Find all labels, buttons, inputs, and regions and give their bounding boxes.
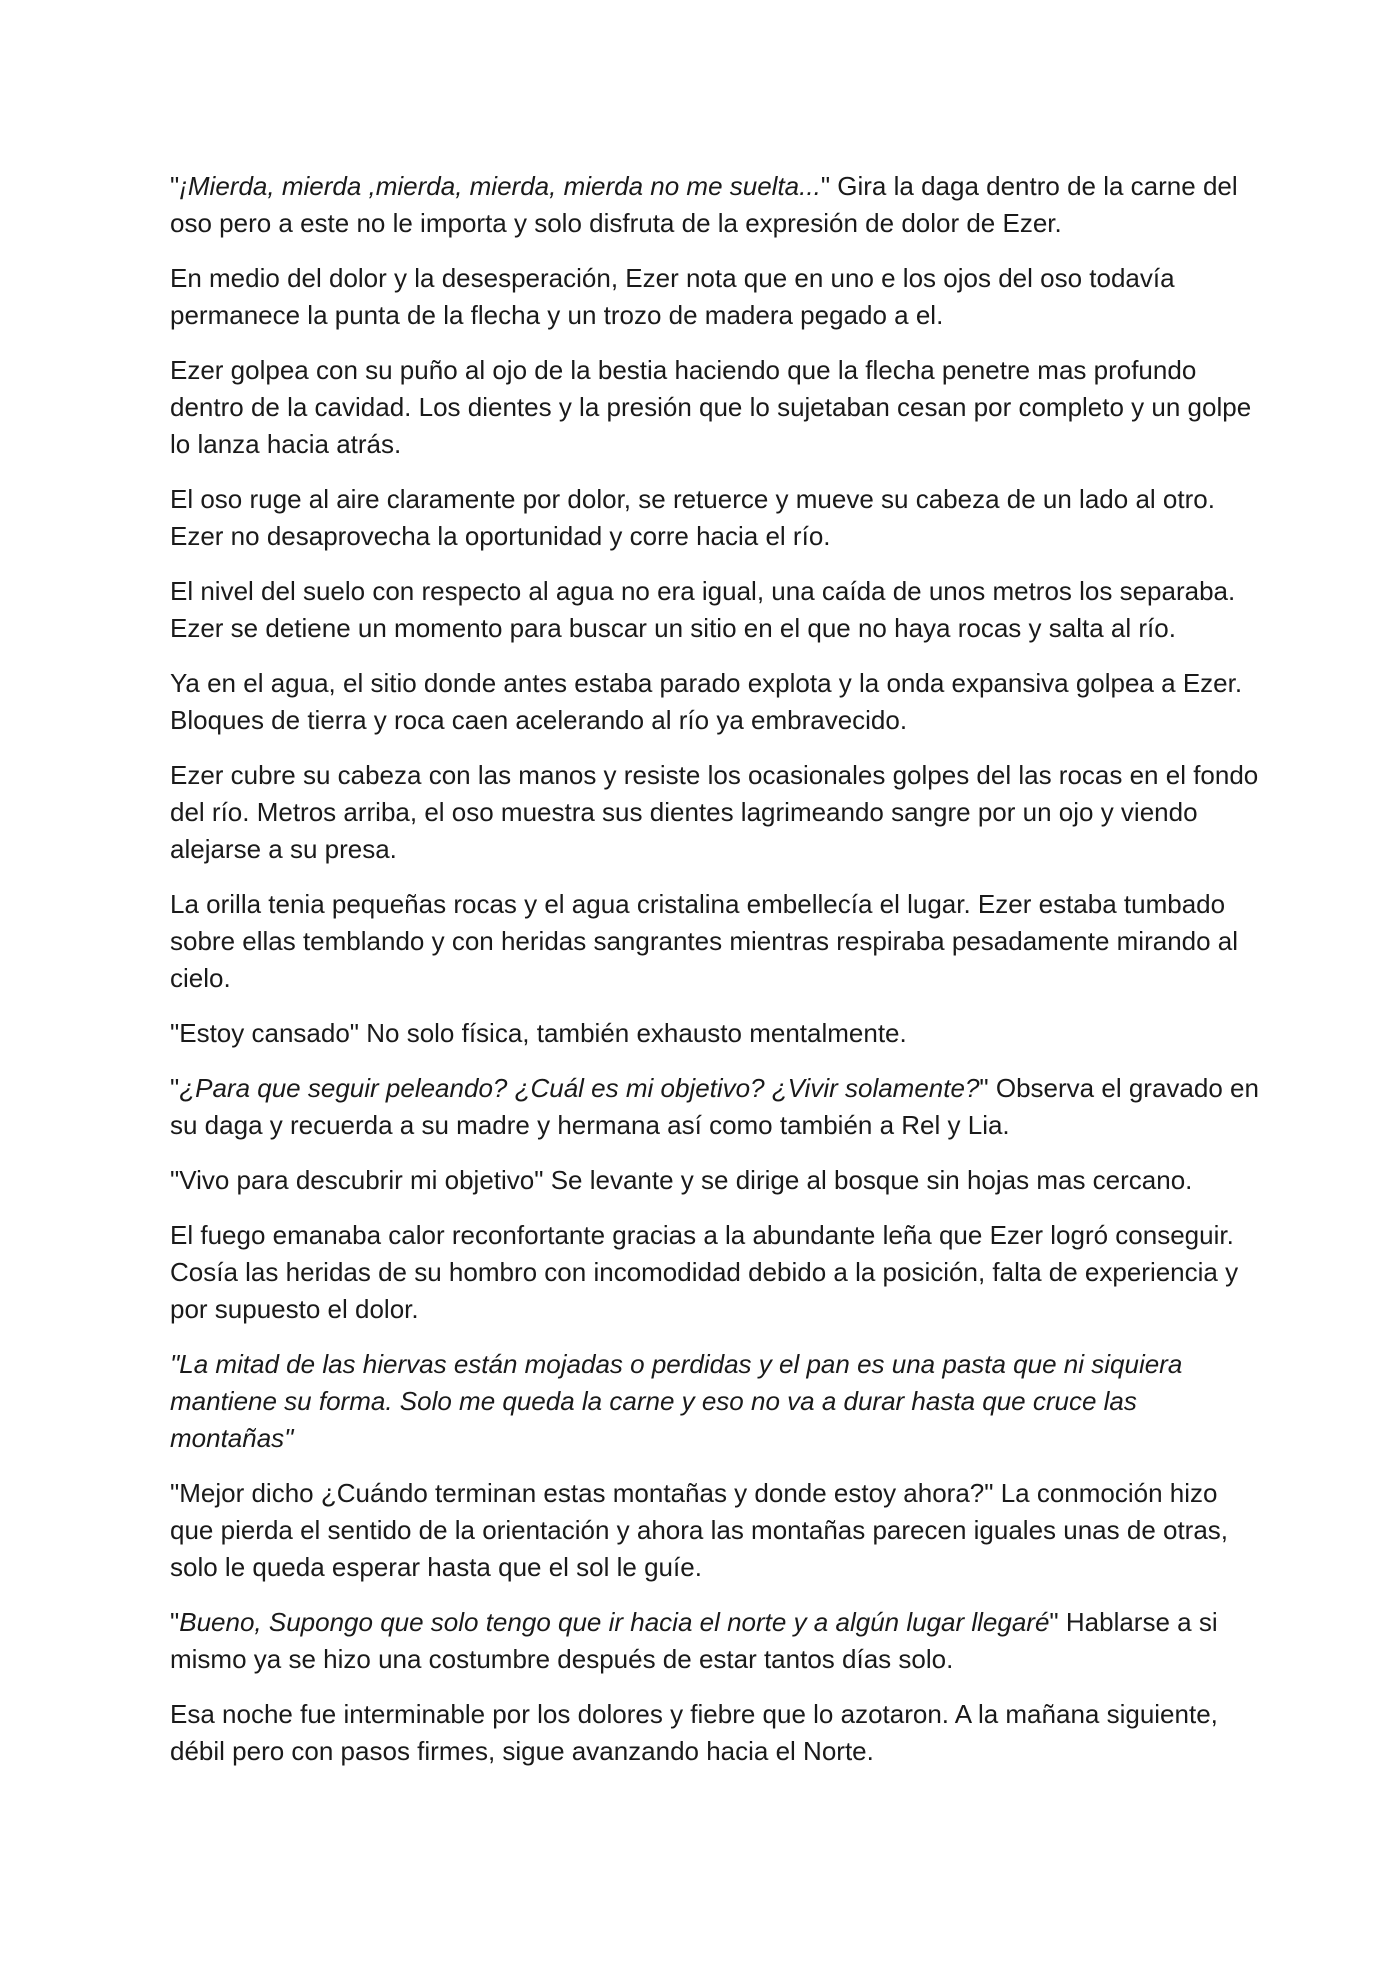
italic-text: ¡Mierda, mierda ,mierda, mierda, mierda no me suelta... <box>179 171 821 201</box>
paragraph <box>170 1346 1260 1457</box>
text-run: "Mejor dicho ¿Cuándo terminan estas montañas y donde estoy ahora?" La conmoción hizo que pierda el sentido de la orientación y ahora las montañas parecen iguales unas de otras, solo le queda esperar hasta que el sol le guíe. <box>170 1478 1229 1582</box>
paragraph <box>170 1015 1260 1052</box>
italic-text: Bueno, Supongo que solo tengo que ir hacia el norte y a algún lugar llegaré <box>179 1607 1050 1637</box>
text-run: Ya en el agua, el sitio donde antes estaba parado explota y la onda expansiva golpea a Ezer. Bloques de tierra y roca caen acelerando al río ya embravecido. <box>170 668 1243 735</box>
text-run: Ezer cubre su cabeza con las manos y resiste los ocasionales golpes del las rocas en el fondo del río. Metros arriba, el oso muestra sus dientes lagrimeando sangre por un ojo y viendo alejarse a su presa. <box>170 760 1259 864</box>
paragraph <box>170 1070 1260 1144</box>
text-run: La orilla tenia pequeñas rocas y el agua cristalina embellecía el lugar. Ezer estaba tumbado sobre ellas temblando y con heridas sangrantes mientras respiraba pesadamente mirando al cielo. <box>170 889 1239 993</box>
text-run: " Observa el gravado en su daga y recuerda a su madre y hermana así como también a Rel y Lia. <box>170 1073 1259 1140</box>
text-run: Esa noche fue interminable por los dolores y fiebre que lo azotaron. A la mañana siguiente, débil pero con pasos firmes, sigue avanzando hacia el Norte. <box>170 1699 1218 1766</box>
paragraph <box>170 886 1260 997</box>
paragraph <box>170 1162 1260 1199</box>
text-run: " <box>170 1073 180 1103</box>
paragraph <box>170 665 1260 739</box>
italic-text: ¿Para que seguir peleando? ¿Cuál es mi objetivo? ¿Vivir solamente? <box>179 1073 980 1103</box>
paragraph <box>170 352 1260 463</box>
paragraph <box>170 260 1260 334</box>
text-run: "Vivo para descubrir mi objetivo" Se levante y se dirige al bosque sin hojas mas cercano. <box>170 1165 1193 1195</box>
text-run: "Estoy cansado" No solo física, también exhausto mentalmente. <box>170 1018 907 1048</box>
italic-text: "La mitad de las hiervas están mojadas o perdidas y el pan es una pasta que ni siquiera mantiene su forma. Solo me queda la carne y eso no va a durar hasta que cruce las montañas" <box>170 1349 1183 1453</box>
text-run: Ezer golpea con su puño al ojo de la bestia haciendo que la flecha penetre mas profundo dentro de la cavidad. Los dientes y la presión que lo sujetaban cesan por completo y un golpe lo lanza hacia atrás. <box>170 355 1252 459</box>
paragraph <box>170 573 1260 647</box>
text-run: " <box>170 1607 180 1637</box>
text-run: " Hablarse a si mismo ya se hizo una costumbre después de estar tantos días solo. <box>170 1607 1218 1674</box>
paragraph <box>170 757 1260 868</box>
text-run: " Gira la daga dentro de la carne del oso pero a este no le importa y solo disfruta de la expresión de dolor de Ezer. <box>170 171 1238 238</box>
text-run: " <box>170 171 180 201</box>
text-run: El nivel del suelo con respecto al agua no era igual, una caída de unos metros los separaba. Ezer se detiene un momento para buscar un sitio en el que no haya rocas y salta al río. <box>170 576 1236 643</box>
paragraph <box>170 1217 1260 1328</box>
paragraph <box>170 1696 1260 1770</box>
document-body <box>170 168 1260 1788</box>
paragraph <box>170 168 1260 242</box>
paragraph <box>170 1604 1260 1678</box>
text-run: El fuego emanaba calor reconfortante gracias a la abundante leña que Ezer logró conseguir. Cosía las heridas de su hombro con incomodidad debido a la posición, falta de experiencia y por supuesto el dolor. <box>170 1220 1239 1324</box>
text-run: En medio del dolor y la desesperación, Ezer nota que en uno e los ojos del oso todavía permanece la punta de la flecha y un trozo de madera pegado a el. <box>170 263 1175 330</box>
paragraph <box>170 1475 1260 1586</box>
text-run: El oso ruge al aire claramente por dolor, se retuerce y mueve su cabeza de un lado al otro. Ezer no desaprovecha la oportunidad y corre hacia el río. <box>170 484 1215 551</box>
paragraph <box>170 481 1260 555</box>
